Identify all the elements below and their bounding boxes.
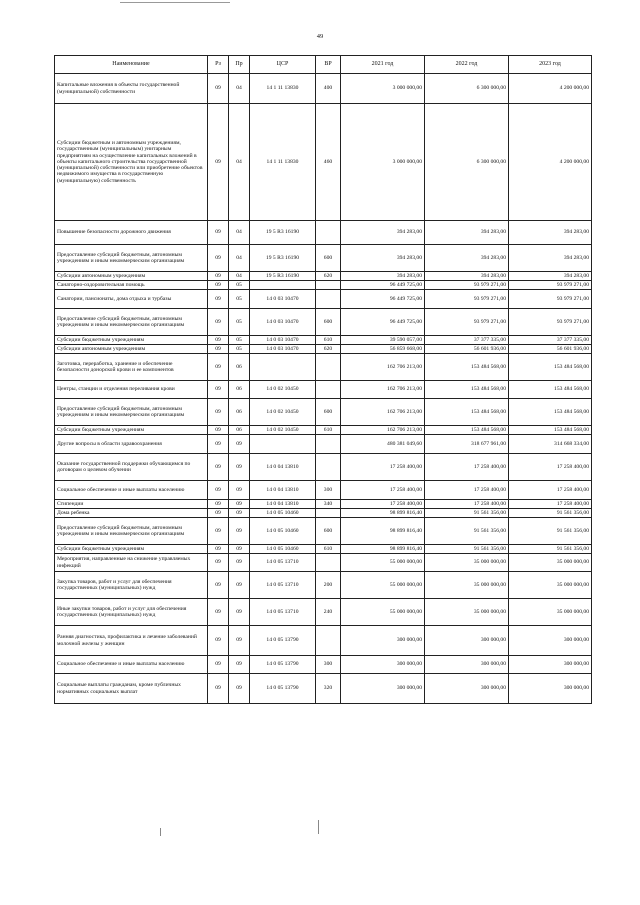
cell-name: Дома ребенка bbox=[55, 509, 208, 518]
cell-name: Закупка товаров, работ и услуг для обеспечения государственных (муниципальных) нужд bbox=[55, 572, 208, 599]
cell-y2021: 98 899 816,40 bbox=[341, 509, 425, 518]
cell-y2021: 55 000 000,00 bbox=[341, 554, 425, 572]
cell-y2023: 93 979 271,00 bbox=[509, 290, 592, 309]
cell-y2022: 153 484 568,00 bbox=[425, 354, 509, 381]
cell-csr bbox=[250, 435, 316, 454]
cell-y2022: 394 283,00 bbox=[425, 245, 509, 272]
cell-y2023: 35 000 000,00 bbox=[509, 554, 592, 572]
cell-pr: 09 bbox=[229, 545, 250, 554]
cell-y2021: 39 590 057,00 bbox=[341, 336, 425, 345]
cell-name: Субсидии автономным учреждениям bbox=[55, 272, 208, 281]
cell-name: Социальные выплаты гражданам, кроме публичных нормативных социальных выплат bbox=[55, 674, 208, 704]
cell-vr: 600 bbox=[316, 309, 341, 336]
cell-pr: 06 bbox=[229, 426, 250, 435]
cell-rz: 09 bbox=[208, 599, 229, 626]
cell-vr: 300 bbox=[316, 481, 341, 500]
cell-y2021: 96 449 725,00 bbox=[341, 281, 425, 290]
cell-name: Санаторно-оздоровительная помощь bbox=[55, 281, 208, 290]
scan-mark bbox=[160, 828, 161, 836]
cell-y2021: 3 000 000,00 bbox=[341, 104, 425, 221]
cell-rz: 09 bbox=[208, 656, 229, 674]
cell-pr: 04 bbox=[229, 104, 250, 221]
cell-vr: 600 bbox=[316, 245, 341, 272]
table-row bbox=[55, 221, 592, 245]
cell-y2022: 91 561 356,00 bbox=[425, 509, 509, 518]
cell-vr: 300 bbox=[316, 656, 341, 674]
cell-y2022: 394 283,00 bbox=[425, 272, 509, 281]
cell-pr: 04 bbox=[229, 74, 250, 104]
cell-pr: 05 bbox=[229, 336, 250, 345]
cell-rz: 09 bbox=[208, 74, 229, 104]
cell-y2023: 4 200 000,00 bbox=[509, 104, 592, 221]
cell-csr: 14 0 05 13710 bbox=[250, 599, 316, 626]
table-row bbox=[55, 656, 592, 674]
cell-rz: 09 bbox=[208, 626, 229, 656]
cell-y2023: 314 668 334,00 bbox=[509, 435, 592, 454]
cell-y2021: 162 706 213,00 bbox=[341, 399, 425, 426]
cell-csr: 14 0 03 10470 bbox=[250, 345, 316, 354]
cell-rz: 09 bbox=[208, 281, 229, 290]
cell-y2022: 17 258 400,00 bbox=[425, 454, 509, 481]
cell-pr: 09 bbox=[229, 656, 250, 674]
cell-y2023: 153 484 568,00 bbox=[509, 426, 592, 435]
cell-csr: 14 0 04 13810 bbox=[250, 481, 316, 500]
cell-rz: 09 bbox=[208, 518, 229, 545]
cell-rz: 09 bbox=[208, 399, 229, 426]
table-row bbox=[55, 399, 592, 426]
cell-y2022: 300 000,00 bbox=[425, 626, 509, 656]
cell-pr: 04 bbox=[229, 221, 250, 245]
table-row bbox=[55, 354, 592, 381]
table-row bbox=[55, 626, 592, 656]
cell-pr: 05 bbox=[229, 281, 250, 290]
cell-csr: 14 0 03 10470 bbox=[250, 290, 316, 309]
table-row bbox=[55, 500, 592, 509]
table-row bbox=[55, 290, 592, 309]
page-number: 49 bbox=[316, 33, 324, 40]
table-row bbox=[55, 281, 592, 290]
cell-name: Санатории, пансионаты, дома отдыха и турбазы bbox=[55, 290, 208, 309]
cell-name: Социальное обеспечение и иные выплаты населению bbox=[55, 481, 208, 500]
cell-y2023: 153 484 568,00 bbox=[509, 381, 592, 399]
cell-name: Социальное обеспечение и иные выплаты населению bbox=[55, 656, 208, 674]
cell-pr: 06 bbox=[229, 381, 250, 399]
table-row bbox=[55, 426, 592, 435]
cell-vr: 240 bbox=[316, 599, 341, 626]
cell-pr: 09 bbox=[229, 435, 250, 454]
cell-rz: 09 bbox=[208, 104, 229, 221]
cell-y2023: 153 484 568,00 bbox=[509, 354, 592, 381]
cell-y2022: 153 484 568,00 bbox=[425, 426, 509, 435]
cell-y2021: 162 706 213,00 bbox=[341, 426, 425, 435]
cell-y2021: 96 449 725,00 bbox=[341, 290, 425, 309]
cell-pr: 09 bbox=[229, 509, 250, 518]
cell-y2023: 300 000,00 bbox=[509, 626, 592, 656]
table-row bbox=[55, 336, 592, 345]
cell-pr: 06 bbox=[229, 354, 250, 381]
cell-csr: 14 0 05 13790 bbox=[250, 656, 316, 674]
table-row bbox=[55, 245, 592, 272]
table-row bbox=[55, 545, 592, 554]
cell-vr: 600 bbox=[316, 399, 341, 426]
cell-pr: 05 bbox=[229, 309, 250, 336]
cell-rz: 09 bbox=[208, 500, 229, 509]
cell-y2022: 93 979 271,00 bbox=[425, 281, 509, 290]
cell-y2023: 35 000 000,00 bbox=[509, 572, 592, 599]
table-row bbox=[55, 599, 592, 626]
cell-name: Центры, станции и отделения переливания крови bbox=[55, 381, 208, 399]
cell-csr bbox=[250, 281, 316, 290]
cell-csr: 14 1 11 13830 bbox=[250, 104, 316, 221]
cell-y2023: 91 561 356,00 bbox=[509, 545, 592, 554]
table-row bbox=[55, 481, 592, 500]
cell-csr: 14 0 05 13710 bbox=[250, 572, 316, 599]
cell-y2022: 17 258 400,00 bbox=[425, 500, 509, 509]
cell-y2022: 318 677 961,00 bbox=[425, 435, 509, 454]
cell-vr bbox=[316, 381, 341, 399]
cell-name: Субсидии бюджетным учреждениям bbox=[55, 545, 208, 554]
header-rz: Рз bbox=[208, 56, 229, 74]
cell-y2023: 93 979 271,00 bbox=[509, 281, 592, 290]
cell-vr bbox=[316, 435, 341, 454]
cell-name: Повышение безопасности дорожного движения bbox=[55, 221, 208, 245]
cell-rz: 09 bbox=[208, 674, 229, 704]
cell-vr: 200 bbox=[316, 572, 341, 599]
cell-vr: 460 bbox=[316, 104, 341, 221]
budget-table bbox=[54, 55, 592, 704]
cell-name: Предоставление субсидий бюджетным, автономным учреждениям и иным некоммерческим организациям bbox=[55, 399, 208, 426]
table-row bbox=[55, 509, 592, 518]
cell-y2023: 300 000,00 bbox=[509, 674, 592, 704]
cell-vr: 610 bbox=[316, 336, 341, 345]
cell-rz: 09 bbox=[208, 345, 229, 354]
cell-csr: 14 0 02 10450 bbox=[250, 399, 316, 426]
header-name: Наименование bbox=[55, 56, 208, 74]
cell-vr bbox=[316, 454, 341, 481]
cell-y2022: 6 300 000,00 bbox=[425, 74, 509, 104]
cell-y2023: 93 979 271,00 bbox=[509, 309, 592, 336]
cell-y2022: 35 000 000,00 bbox=[425, 554, 509, 572]
cell-y2021: 17 258 400,00 bbox=[341, 500, 425, 509]
table-row bbox=[55, 454, 592, 481]
cell-pr: 05 bbox=[229, 290, 250, 309]
cell-name: Заготовка, переработка, хранение и обеспечение безопасности донорской крови и ее компонентов bbox=[55, 354, 208, 381]
cell-rz: 09 bbox=[208, 481, 229, 500]
cell-name: Оказание государственной поддержки обучающимся по договорам о целевом обучении bbox=[55, 454, 208, 481]
cell-csr: 14 0 03 10470 bbox=[250, 309, 316, 336]
cell-rz: 09 bbox=[208, 245, 229, 272]
cell-rz: 09 bbox=[208, 509, 229, 518]
cell-vr: 340 bbox=[316, 500, 341, 509]
cell-rz: 09 bbox=[208, 454, 229, 481]
cell-csr: 14 0 05 10460 bbox=[250, 509, 316, 518]
cell-rz: 09 bbox=[208, 554, 229, 572]
cell-name: Субсидии автономным учреждениям bbox=[55, 345, 208, 354]
cell-vr: 610 bbox=[316, 545, 341, 554]
cell-y2022: 91 561 356,00 bbox=[425, 518, 509, 545]
cell-name: Другие вопросы в области здравоохранения bbox=[55, 435, 208, 454]
cell-y2023: 56 601 936,00 bbox=[509, 345, 592, 354]
cell-vr: 610 bbox=[316, 426, 341, 435]
cell-y2021: 56 859 668,00 bbox=[341, 345, 425, 354]
cell-vr: 600 bbox=[316, 518, 341, 545]
cell-name: Субсидии бюджетным учреждениям bbox=[55, 336, 208, 345]
cell-vr bbox=[316, 281, 341, 290]
cell-rz: 09 bbox=[208, 426, 229, 435]
cell-rz: 09 bbox=[208, 381, 229, 399]
cell-csr: 14 0 05 13790 bbox=[250, 674, 316, 704]
cell-pr: 05 bbox=[229, 345, 250, 354]
cell-name: Субсидии бюджетным учреждениям bbox=[55, 426, 208, 435]
cell-y2021: 162 706 213,00 bbox=[341, 354, 425, 381]
cell-rz: 09 bbox=[208, 435, 229, 454]
cell-vr bbox=[316, 554, 341, 572]
cell-y2021: 98 899 816,40 bbox=[341, 518, 425, 545]
table-row bbox=[55, 381, 592, 399]
cell-vr bbox=[316, 354, 341, 381]
cell-y2021: 17 258 400,00 bbox=[341, 481, 425, 500]
table-row bbox=[55, 572, 592, 599]
cell-name: Мероприятия, направленные на снижение управляемых инфекций bbox=[55, 554, 208, 572]
cell-pr: 06 bbox=[229, 399, 250, 426]
cell-y2023: 300 000,00 bbox=[509, 656, 592, 674]
cell-rz: 09 bbox=[208, 336, 229, 345]
cell-csr bbox=[250, 354, 316, 381]
cell-csr: 19 5 R3 16190 bbox=[250, 221, 316, 245]
cell-rz: 09 bbox=[208, 572, 229, 599]
table-row bbox=[55, 345, 592, 354]
cell-vr: 400 bbox=[316, 74, 341, 104]
cell-y2023: 91 561 356,00 bbox=[509, 509, 592, 518]
cell-y2023: 4 200 000,00 bbox=[509, 74, 592, 104]
cell-y2022: 153 484 568,00 bbox=[425, 399, 509, 426]
cell-pr: 09 bbox=[229, 599, 250, 626]
cell-name: Стипендии bbox=[55, 500, 208, 509]
cell-rz: 09 bbox=[208, 309, 229, 336]
cell-y2023: 17 258 400,00 bbox=[509, 481, 592, 500]
cell-vr bbox=[316, 626, 341, 656]
cell-y2023: 91 561 356,00 bbox=[509, 518, 592, 545]
cell-name: Предоставление субсидий бюджетным, автономным учреждениям и иным некоммерческим организациям bbox=[55, 518, 208, 545]
cell-rz: 09 bbox=[208, 221, 229, 245]
cell-vr: 620 bbox=[316, 345, 341, 354]
cell-csr: 14 1 11 13830 bbox=[250, 74, 316, 104]
cell-vr bbox=[316, 221, 341, 245]
cell-rz: 09 bbox=[208, 290, 229, 309]
cell-pr: 04 bbox=[229, 245, 250, 272]
table-row bbox=[55, 674, 592, 704]
cell-vr bbox=[316, 509, 341, 518]
header-vr: ВР bbox=[316, 56, 341, 74]
cell-y2023: 394 283,00 bbox=[509, 221, 592, 245]
cell-rz: 09 bbox=[208, 354, 229, 381]
cell-y2022: 394 283,00 bbox=[425, 221, 509, 245]
table-header-row bbox=[55, 56, 592, 74]
cell-y2022: 300 000,00 bbox=[425, 674, 509, 704]
cell-y2021: 480 381 049,60 bbox=[341, 435, 425, 454]
cell-y2023: 17 258 400,00 bbox=[509, 454, 592, 481]
cell-y2023: 17 258 400,00 bbox=[509, 500, 592, 509]
cell-y2021: 300 000,00 bbox=[341, 656, 425, 674]
cell-y2022: 300 000,00 bbox=[425, 656, 509, 674]
cell-y2022: 35 000 000,00 bbox=[425, 599, 509, 626]
table-row bbox=[55, 74, 592, 104]
cell-y2022: 91 561 356,00 bbox=[425, 545, 509, 554]
table-row bbox=[55, 272, 592, 281]
cell-y2021: 17 258 400,00 bbox=[341, 454, 425, 481]
cell-csr: 14 0 05 10460 bbox=[250, 518, 316, 545]
table-row bbox=[55, 309, 592, 336]
cell-pr: 09 bbox=[229, 500, 250, 509]
cell-y2023: 153 484 568,00 bbox=[509, 399, 592, 426]
header-csr: ЦСР bbox=[250, 56, 316, 74]
cell-y2021: 300 000,00 bbox=[341, 674, 425, 704]
cell-csr: 14 0 04 13810 bbox=[250, 454, 316, 481]
cell-y2021: 55 000 000,00 bbox=[341, 599, 425, 626]
cell-y2022: 56 601 936,00 bbox=[425, 345, 509, 354]
cell-rz: 09 bbox=[208, 272, 229, 281]
cell-csr: 14 0 05 13790 bbox=[250, 626, 316, 656]
scan-mark bbox=[318, 820, 319, 834]
cell-pr: 04 bbox=[229, 272, 250, 281]
cell-y2022: 6 300 000,00 bbox=[425, 104, 509, 221]
cell-y2021: 3 000 000,00 bbox=[341, 74, 425, 104]
cell-y2021: 394 283,00 bbox=[341, 272, 425, 281]
cell-y2021: 394 283,00 bbox=[341, 221, 425, 245]
cell-y2021: 98 899 816,40 bbox=[341, 545, 425, 554]
cell-pr: 09 bbox=[229, 518, 250, 545]
cell-csr: 19 5 R3 16190 bbox=[250, 245, 316, 272]
cell-y2023: 35 000 000,00 bbox=[509, 599, 592, 626]
cell-vr bbox=[316, 290, 341, 309]
cell-csr: 14 0 05 10460 bbox=[250, 545, 316, 554]
cell-pr: 09 bbox=[229, 626, 250, 656]
cell-vr: 320 bbox=[316, 674, 341, 704]
cell-name: Ранняя диагностика, профилактика и лечение заболеваний молочной железы у женщин bbox=[55, 626, 208, 656]
table-row bbox=[55, 554, 592, 572]
cell-csr: 14 0 03 10470 bbox=[250, 336, 316, 345]
cell-y2022: 93 979 271,00 bbox=[425, 290, 509, 309]
cell-rz: 09 bbox=[208, 545, 229, 554]
cell-y2022: 153 484 568,00 bbox=[425, 381, 509, 399]
cell-y2021: 394 283,00 bbox=[341, 245, 425, 272]
cell-pr: 09 bbox=[229, 454, 250, 481]
cell-y2022: 35 000 000,00 bbox=[425, 572, 509, 599]
header-2023: 2023 год bbox=[509, 56, 592, 74]
cell-pr: 09 bbox=[229, 554, 250, 572]
header-2022: 2022 год bbox=[425, 56, 509, 74]
cell-vr: 620 bbox=[316, 272, 341, 281]
cell-csr: 14 0 04 13810 bbox=[250, 500, 316, 509]
cell-pr: 09 bbox=[229, 481, 250, 500]
cell-csr: 14 0 02 10450 bbox=[250, 426, 316, 435]
header-pr: Пр bbox=[229, 56, 250, 74]
cell-y2021: 300 000,00 bbox=[341, 626, 425, 656]
cell-y2022: 93 979 271,00 bbox=[425, 309, 509, 336]
cell-pr: 09 bbox=[229, 674, 250, 704]
cell-y2021: 96 449 725,00 bbox=[341, 309, 425, 336]
cell-csr: 19 5 R3 16190 bbox=[250, 272, 316, 281]
cell-y2022: 17 258 400,00 bbox=[425, 481, 509, 500]
header-2021: 2021 год bbox=[341, 56, 425, 74]
cell-name: Субсидии бюджетным и автономным учреждениям, государственным (муниципальным) унитарным предприятиям на осуществление капитальных вложений в объекты капитального строительства государственной (муниципальной) собственности или приобретение объектов недвижимого имущества в государственную (муниципальную) собственность bbox=[55, 104, 208, 221]
table-row bbox=[55, 104, 592, 221]
cell-y2021: 162 706 213,00 bbox=[341, 381, 425, 399]
cell-y2023: 394 283,00 bbox=[509, 272, 592, 281]
scan-artifact-line bbox=[120, 2, 230, 3]
cell-y2021: 55 000 000,00 bbox=[341, 572, 425, 599]
table-row bbox=[55, 518, 592, 545]
cell-csr: 14 0 05 13710 bbox=[250, 554, 316, 572]
cell-name: Предоставление субсидий бюджетным, автономным учреждениям и иным некоммерческим организациям bbox=[55, 309, 208, 336]
cell-name: Предоставление субсидий бюджетным, автономным учреждениям и иным некоммерческим организациям bbox=[55, 245, 208, 272]
cell-pr: 09 bbox=[229, 572, 250, 599]
cell-name: Капитальные вложения в объекты государственной (муниципальной) собственности bbox=[55, 74, 208, 104]
cell-y2023: 37 377 335,00 bbox=[509, 336, 592, 345]
table-row bbox=[55, 435, 592, 454]
cell-y2023: 394 283,00 bbox=[509, 245, 592, 272]
cell-name: Иные закупки товаров, работ и услуг для обеспечения государственных (муниципальных) нужд bbox=[55, 599, 208, 626]
cell-csr: 14 0 02 10450 bbox=[250, 381, 316, 399]
cell-y2022: 37 377 335,00 bbox=[425, 336, 509, 345]
